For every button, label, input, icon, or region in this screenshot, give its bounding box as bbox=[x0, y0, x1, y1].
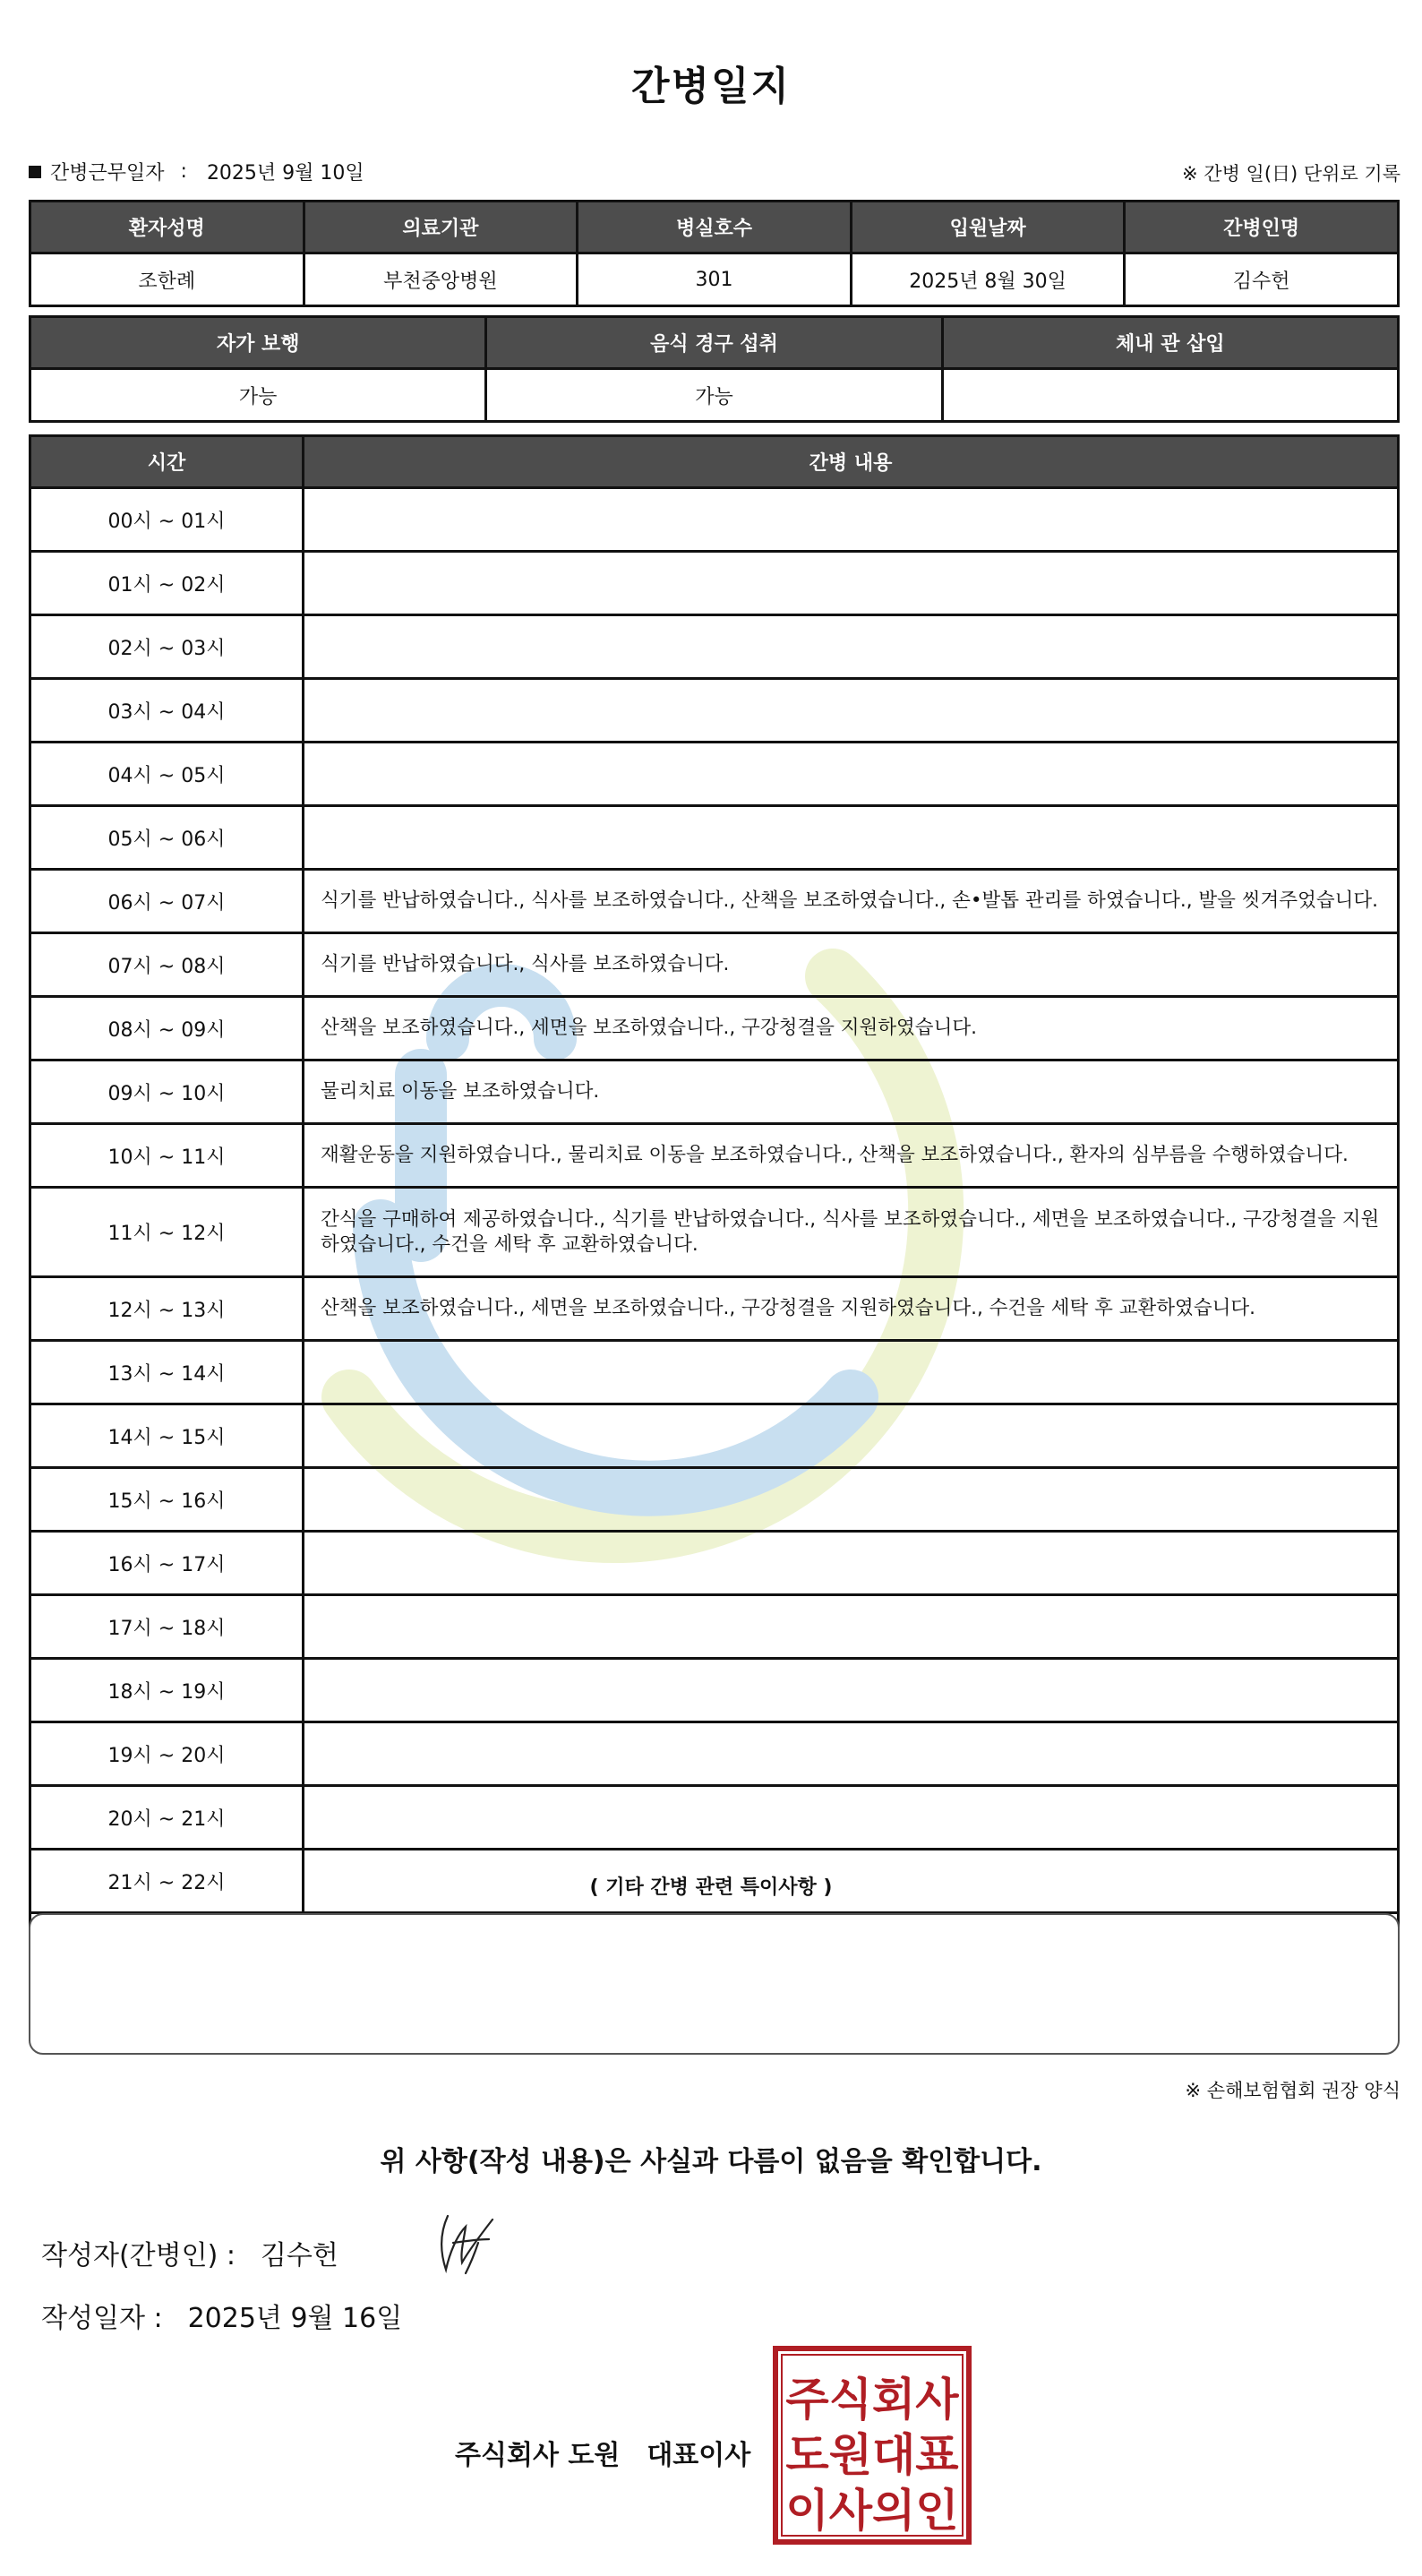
writer-label: 작성자(간병인) : bbox=[41, 2240, 236, 2271]
care-log-time: 18시 ~ 19시 bbox=[30, 1659, 304, 1722]
care-log-time: 03시 ~ 04시 bbox=[30, 679, 304, 743]
seal-text-line-2: 도원대표 bbox=[785, 2429, 959, 2481]
care-log-time: 04시 ~ 05시 bbox=[30, 743, 304, 806]
care-log-time: 16시 ~ 17시 bbox=[30, 1532, 304, 1595]
write-date-label: 작성일자 : bbox=[41, 2303, 163, 2334]
care-log-row bbox=[30, 1124, 1399, 1188]
care-log-content bbox=[304, 806, 1399, 870]
care-log-content bbox=[304, 1722, 1399, 1786]
hospital-value: 부천중앙병원 bbox=[304, 253, 578, 306]
time-header: 시간 bbox=[30, 436, 304, 488]
care-log-row bbox=[30, 488, 1399, 552]
care-log-content bbox=[304, 1595, 1399, 1659]
care-log-row bbox=[30, 552, 1399, 615]
care-log-row bbox=[30, 615, 1399, 679]
care-content-header: 간병 내용 bbox=[304, 436, 1399, 488]
care-date-line bbox=[29, 158, 364, 185]
care-date-label: 간병근무일자 bbox=[50, 162, 165, 185]
care-log-row bbox=[30, 1404, 1399, 1468]
care-log-content bbox=[304, 1341, 1399, 1404]
notes-box bbox=[29, 1913, 1400, 2055]
tube-insertion-header: 체내 관 삽입 bbox=[942, 317, 1398, 369]
care-log-row bbox=[30, 1722, 1399, 1786]
care-log-time: 10시 ~ 11시 bbox=[30, 1124, 304, 1188]
care-log-content bbox=[304, 488, 1399, 552]
care-log-content bbox=[304, 615, 1399, 679]
care-log-time: 21시 ~ 22시 bbox=[30, 1850, 304, 1913]
care-log-time: 08시 ~ 09시 bbox=[30, 997, 304, 1060]
care-log-content bbox=[304, 1404, 1399, 1468]
care-log-time: 20시 ~ 21시 bbox=[30, 1786, 304, 1850]
care-log-content: 식기를 반납하였습니다., 식사를 보조하였습니다., 산책을 보조하였습니다., 손•발톱 관리를 하였습니다., 발을 씻겨주었습니다. bbox=[304, 870, 1399, 933]
writer-line bbox=[41, 2233, 338, 2272]
care-log-row bbox=[30, 1468, 1399, 1532]
patient-name-header: 환자성명 bbox=[30, 202, 304, 253]
write-date-line bbox=[41, 2296, 402, 2335]
care-log-time: 17시 ~ 18시 bbox=[30, 1595, 304, 1659]
seal-text-line-1: 주식회사 bbox=[785, 2374, 959, 2426]
care-date-value: 2025년 9월 10일 bbox=[206, 162, 364, 185]
care-log-time: 15시 ~ 16시 bbox=[30, 1468, 304, 1532]
company-ceo-title: 대표이사 bbox=[647, 2440, 751, 2471]
caregiver-name-value: 김수헌 bbox=[1125, 253, 1399, 306]
care-log-content: 간식을 구매하여 제공하였습니다., 식기를 반납하였습니다., 식사를 보조하였습니다., 세면을 보조하였습니다., 구강청결을 지원하였습니다., 수건을 세탁 후 교환하였습니다. bbox=[304, 1188, 1399, 1277]
care-log-content: 물리치료 이동을 보조하였습니다. bbox=[304, 1060, 1399, 1124]
care-log-time: 19시 ~ 20시 bbox=[30, 1722, 304, 1786]
tube-insertion-value bbox=[942, 369, 1398, 422]
care-log-row bbox=[30, 679, 1399, 743]
care-log-content bbox=[304, 552, 1399, 615]
care-log-content: 산책을 보조하였습니다., 세면을 보조하였습니다., 구강청결을 지원하였습니다., 수건을 세탁 후 교환하였습니다. bbox=[304, 1277, 1399, 1341]
write-date-value: 2025년 9월 16일 bbox=[187, 2303, 403, 2334]
patient-name-value: 조한례 bbox=[30, 253, 304, 306]
care-log-row bbox=[30, 1532, 1399, 1595]
care-log-row bbox=[30, 1060, 1399, 1124]
care-log-row bbox=[30, 1595, 1399, 1659]
square-bullet-icon bbox=[29, 166, 41, 178]
care-log-content bbox=[304, 1659, 1399, 1722]
care-log-time: 14시 ~ 15시 bbox=[30, 1404, 304, 1468]
care-log-row bbox=[30, 870, 1399, 933]
confirmation-statement: 위 사항(작성 내용)은 사실과 다름이 없음을 확인합니다. bbox=[380, 2146, 1042, 2177]
care-log-table bbox=[29, 434, 1400, 2041]
care-log-row bbox=[30, 1659, 1399, 1722]
care-log-content bbox=[304, 1786, 1399, 1850]
company-line bbox=[455, 2433, 750, 2472]
care-log-row bbox=[30, 1188, 1399, 1277]
care-log-row bbox=[30, 806, 1399, 870]
patient-status-table bbox=[29, 315, 1400, 423]
care-log-content bbox=[304, 1532, 1399, 1595]
hospital-header: 의료기관 bbox=[304, 202, 578, 253]
care-log-body bbox=[30, 488, 1399, 2040]
care-log-content bbox=[304, 1468, 1399, 1532]
care-log-row bbox=[30, 1277, 1399, 1341]
care-log-row bbox=[30, 1786, 1399, 1850]
care-log-row bbox=[30, 1341, 1399, 1404]
room-header: 병실호수 bbox=[578, 202, 852, 253]
care-log-time: 13시 ~ 14시 bbox=[30, 1341, 304, 1404]
notes-title: ( 기타 간병 관련 특이사항 ) bbox=[589, 1876, 833, 1899]
care-log-content bbox=[304, 679, 1399, 743]
care-log-time: 09시 ~ 10시 bbox=[30, 1060, 304, 1124]
admission-date-header: 입원날짜 bbox=[851, 202, 1125, 253]
care-date-separator: : bbox=[180, 160, 187, 183]
care-log-time: 00시 ~ 01시 bbox=[30, 488, 304, 552]
oral-intake-value: 가능 bbox=[486, 369, 942, 422]
oral-intake-header: 음식 경구 섭취 bbox=[486, 317, 942, 369]
care-log-time: 11시 ~ 12시 bbox=[30, 1188, 304, 1277]
care-log-time: 05시 ~ 06시 bbox=[30, 806, 304, 870]
caregiver-name-header: 간병인명 bbox=[1125, 202, 1399, 253]
company-seal-stamp bbox=[772, 2345, 972, 2546]
recommended-form-note: ※ 손해보험협회 권장 양식 bbox=[1185, 2080, 1401, 2101]
care-log-row bbox=[30, 997, 1399, 1060]
patient-info-table bbox=[29, 200, 1400, 307]
care-log-time: 12시 ~ 13시 bbox=[30, 1277, 304, 1341]
record-unit-note: ※ 간병 일(日) 단위로 기록 bbox=[1182, 163, 1401, 185]
care-log-row bbox=[30, 933, 1399, 997]
document-title: 간병일지 bbox=[630, 64, 791, 109]
admission-date-value: 2025년 8월 30일 bbox=[851, 253, 1125, 306]
care-log-content: 재활운동을 지원하였습니다., 물리치료 이동을 보조하였습니다., 산책을 보조하였습니다., 환자의 심부름을 수행하였습니다. bbox=[304, 1124, 1399, 1188]
care-log-time: 07시 ~ 08시 bbox=[30, 933, 304, 997]
walking-header: 자가 보행 bbox=[30, 317, 486, 369]
seal-text-line-3: 이사의인 bbox=[785, 2485, 959, 2537]
company-name: 주식회사 도원 bbox=[455, 2440, 621, 2471]
room-value: 301 bbox=[578, 253, 852, 306]
care-log-row bbox=[30, 743, 1399, 806]
care-log-time: 01시 ~ 02시 bbox=[30, 552, 304, 615]
handwritten-signature bbox=[430, 2200, 510, 2280]
writer-name: 김수헌 bbox=[260, 2240, 338, 2271]
care-log-time: 06시 ~ 07시 bbox=[30, 870, 304, 933]
walking-value: 가능 bbox=[30, 369, 486, 422]
care-log-content bbox=[304, 743, 1399, 806]
care-log-content: 식기를 반납하였습니다., 식사를 보조하였습니다. bbox=[304, 933, 1399, 997]
care-log-time: 02시 ~ 03시 bbox=[30, 615, 304, 679]
care-log-content: 산책을 보조하였습니다., 세면을 보조하였습니다., 구강청결을 지원하였습니다. bbox=[304, 997, 1399, 1060]
